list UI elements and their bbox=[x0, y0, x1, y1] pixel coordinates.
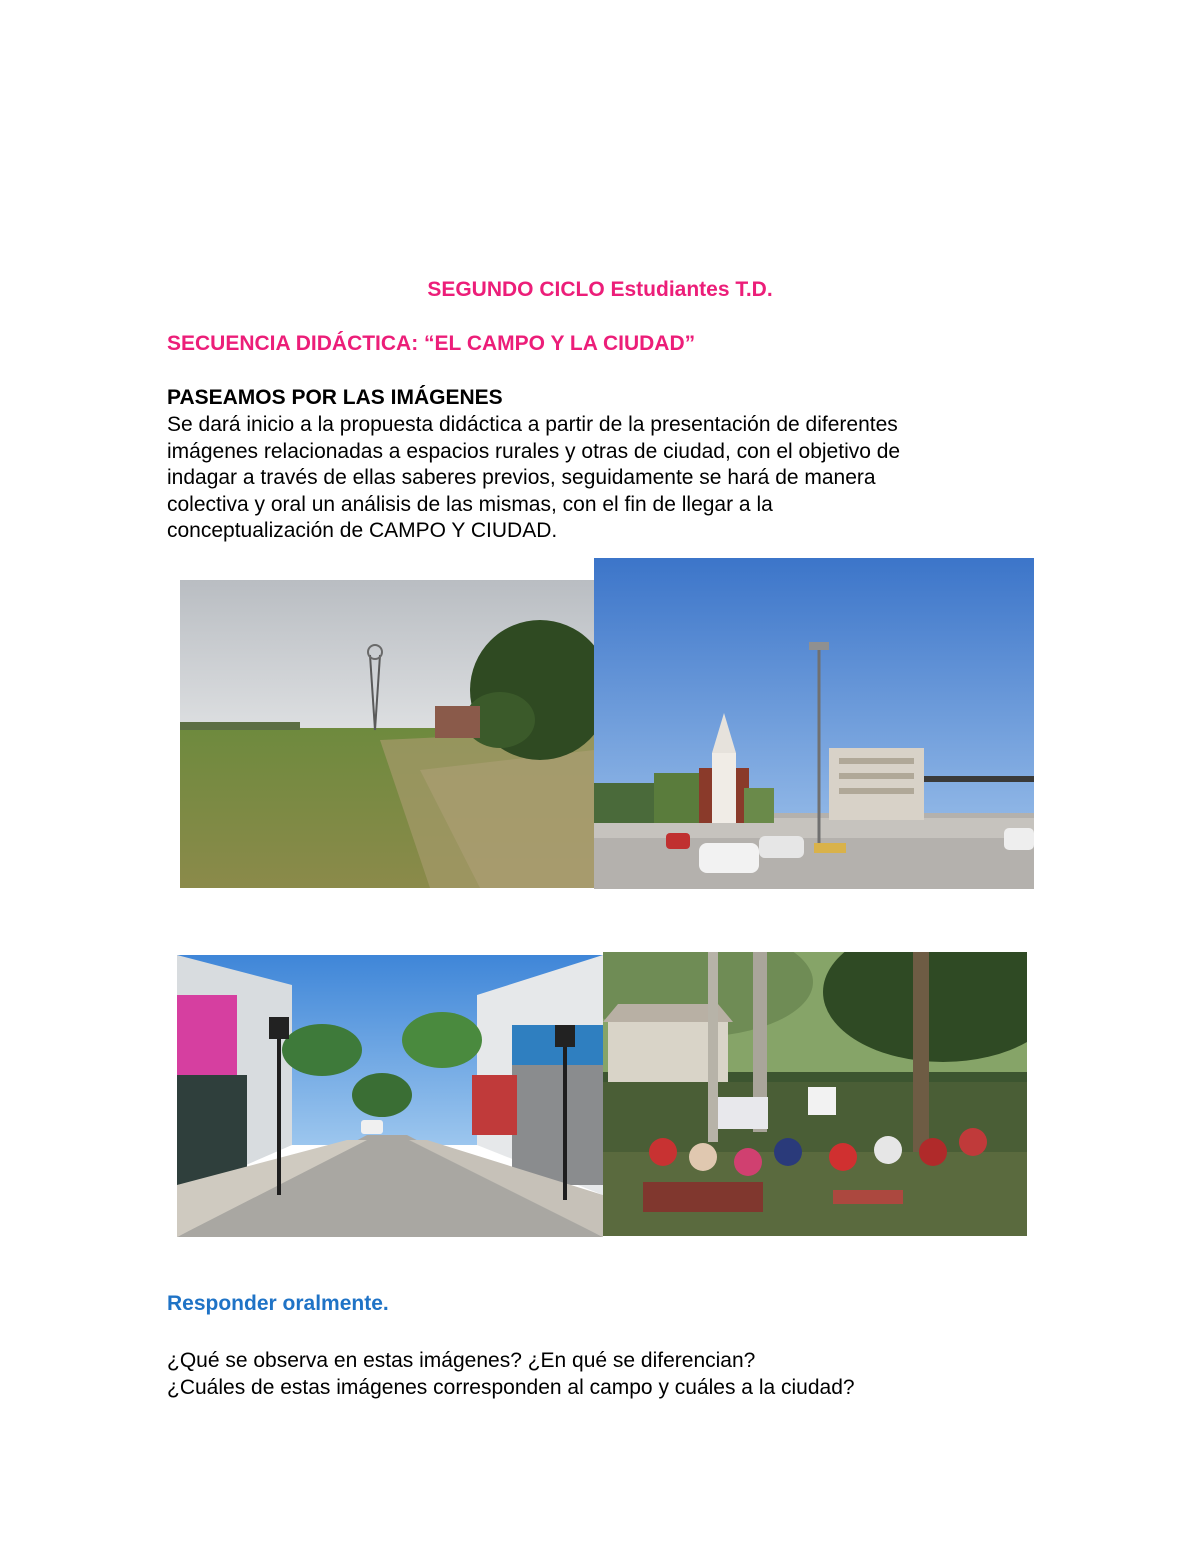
question-2: ¿Cuáles de estas imágenes corresponden al campo y cuáles a la ciudad? bbox=[167, 1376, 855, 1399]
question-1: ¿Qué se observa en estas imágenes? ¿En qué se diferencian? bbox=[167, 1349, 756, 1372]
page-title: SEGUNDO CICLO Estudiantes T.D. bbox=[427, 278, 773, 301]
pedestrian-street-photo bbox=[177, 955, 603, 1237]
intro-paragraph bbox=[167, 412, 1007, 545]
park-gathering-photo bbox=[603, 952, 1027, 1236]
intro-line: Se dará inicio a la propuesta didáctica a partir de la presentación de diferentes bbox=[167, 413, 898, 436]
intro-line: indagar a través de ellas saberes previos, seguidamente se hará de manera bbox=[167, 466, 876, 489]
intro-line: imágenes relacionadas a espacios rurales y otras de ciudad, con el objetivo de bbox=[167, 439, 901, 463]
rural-field-photo bbox=[180, 580, 594, 888]
intro-line: colectiva y oral un análisis de las mismas, con el fin de llegar a la bbox=[167, 492, 773, 516]
section-heading: PASEAMOS POR LAS IMÁGENES bbox=[167, 386, 503, 409]
sequence-title: SECUENCIA DIDÁCTICA: “EL CAMPO Y LA CIUDAD” bbox=[167, 332, 696, 355]
intro-line: conceptualización de CAMPO Y CIUDAD. bbox=[167, 519, 558, 542]
respond-heading: Responder oralmente. bbox=[167, 1292, 389, 1315]
city-intersection-photo bbox=[594, 558, 1034, 889]
